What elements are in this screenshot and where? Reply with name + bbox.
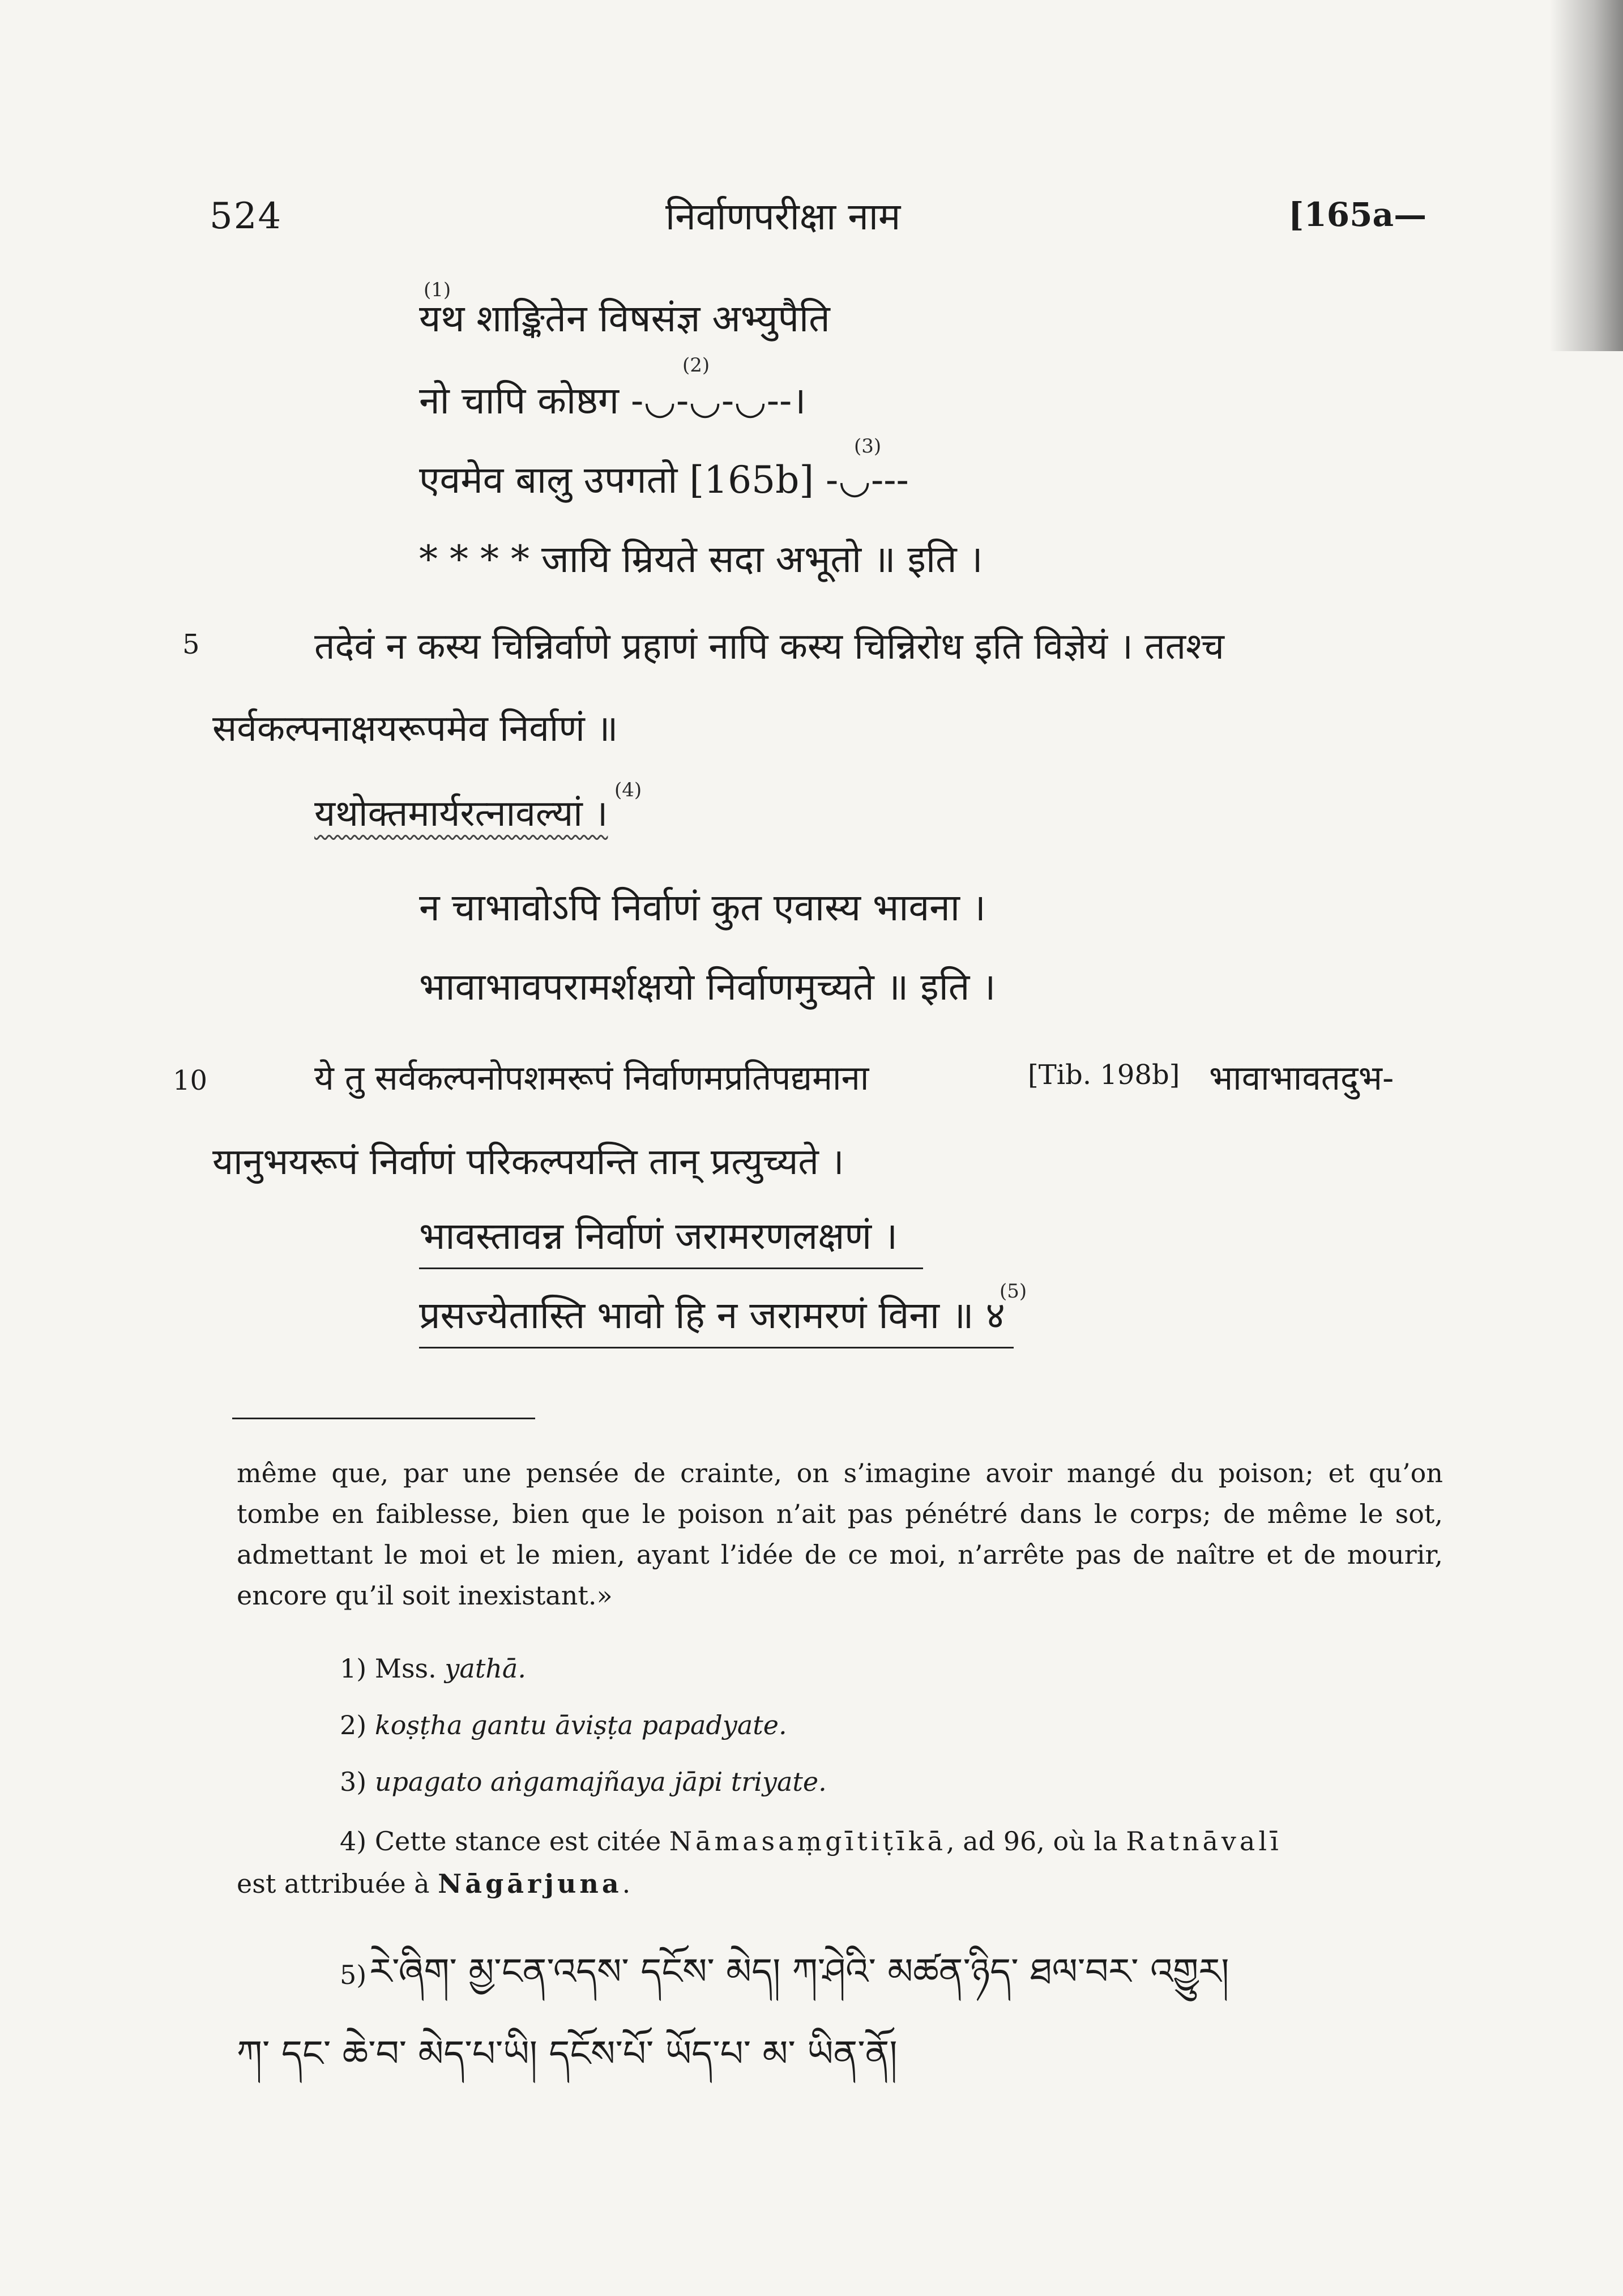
verse3-line1-underline	[419, 1268, 923, 1269]
verse3-line2: प्रसज्येतास्ति भावो हि न जरामरणं विना ॥ ४	[419, 1294, 1005, 1337]
footnote-1	[340, 1648, 526, 1689]
para2-line2: यानुभयरूपं निर्वाणं परिकल्पयन्ति तान् प्रत्युच्यते ।	[212, 1141, 844, 1183]
verse1-line1: यथ शाङ्कितेन विषसंज्ञ अभ्युपैति	[419, 297, 830, 340]
verse1-line2: नो चापि कोष्ठग -◡-◡-◡--।	[419, 379, 806, 423]
para2-line1-part1: ये तु सर्वकल्पनोपशमरूपं निर्वाणमप्रतिपद्यमाना	[314, 1059, 869, 1098]
footnote-continuation: même que, par une pensée de crainte, on s’imagine avoir mangé du poison; et qu’on tombe en faiblesse, bien que le poison n’ait pas pénétré dans le corps; de même le sot, admettant le moi et le mien, ayant l’idée de ce moi, n’arrête pas de naître et de mourir, encore qu’il soit inexistant.»	[237, 1458, 1443, 1611]
footnote-4-text1: Cette stance est citée	[374, 1826, 661, 1857]
verse1-line4: * * * * जायि म्रियते सदा अभूतो ॥ इति ।	[419, 537, 983, 581]
footnote-marker-3: (3)	[854, 435, 882, 458]
quote-intro: यथोक्तमार्यरत्नावल्यां ।	[314, 793, 608, 835]
footnote-2	[340, 1705, 787, 1746]
footnote-4-text2: , ad 96, où la	[946, 1826, 1118, 1857]
tibetan-folio-ref: [Tib. 198b]	[1028, 1059, 1180, 1091]
footnote-4-line2	[237, 1863, 630, 1904]
verse3-line1: भावस्तावन्न निर्वाणं जरामरणलक्षणं ।	[419, 1214, 898, 1258]
verse3-line2-underline	[419, 1347, 1014, 1348]
footnote-4-number: 4)	[340, 1826, 367, 1857]
footnote-marker-5: (5)	[1000, 1280, 1027, 1303]
running-title: निर्वाणपरीक्षा नाम	[665, 195, 901, 238]
line-number-10: 10	[173, 1065, 208, 1096]
verse2-line2: भावाभावपरामर्शक्षयो निर्वाणमुच्यते ॥ इति ।	[419, 965, 996, 1009]
footnote-1-text: yathā.	[445, 1653, 526, 1684]
footnote-separator	[232, 1418, 535, 1419]
folio-reference: [165a—	[1288, 195, 1427, 234]
footnote-marker-4: (4)	[614, 779, 642, 801]
footnote-1-number: 1)	[340, 1653, 367, 1684]
footnote-2-number: 2)	[340, 1710, 367, 1740]
para1-line1: तदेवं न कस्य चिन्निर्वाणे प्रहाणं नापि कस्य चिन्निरोध इति विज्ञेयं । ततश्च	[314, 626, 1224, 668]
footnote-4-work: Nāmasaṃgītiṭīkā	[669, 1826, 947, 1857]
footnote-2-text: koṣṭha gantu āviṣṭa papadyate.	[374, 1710, 787, 1740]
footnote-4-end: .	[622, 1868, 631, 1899]
footnote-5-number: 5)	[340, 1960, 367, 1990]
footnote-3	[340, 1761, 827, 1802]
scan-edge-shadow	[1549, 0, 1623, 351]
footnote-marker-1: (1)	[424, 279, 451, 301]
footnote-4-ratnavali: Ratnāvalī	[1126, 1826, 1282, 1857]
verse1-line3: एवमेव बालु उपगतो [165b] -◡---	[419, 458, 909, 502]
para1-line2: सर्वकल्पनाक्षयरूपमेव निर्वाणं ॥	[212, 708, 618, 750]
line-number-5: 5	[182, 629, 200, 660]
footnote-3-number: 3)	[340, 1766, 367, 1797]
verse2-line1: न चाभावोऽपि निर्वाणं कुत एवास्य भावना ।	[419, 886, 986, 929]
footnote-marker-2: (2)	[682, 354, 710, 377]
page-number: 524	[210, 195, 283, 237]
para2-line1-part2: भावाभावतदुभ-	[1209, 1059, 1394, 1098]
footnote-5-tibetan-2: ཀ་ དང་ ཆེ་བ་ མེད་པ་ཡི། དངོས་པོ་ ཡོད་པ་ མ་ ཡིན་ནོ།	[237, 2033, 898, 2075]
footnote-5-tibetan-1: རེ་ཞིག་ མྱ་ངན་འདས་ དངོས་ མེད། ཀ་ཤེའི་ མཚན་ཉིད་ ཐལ་བར་ འགྱུར།	[369, 1951, 1229, 1993]
footnote-4-line2-text: est attribuée à	[237, 1868, 430, 1899]
footnote-4-line1	[340, 1821, 1282, 1862]
footnote-3-text: upagato aṅgamajñaya jāpi triyate.	[374, 1766, 827, 1797]
footnote-1-label: Mss.	[374, 1653, 437, 1684]
footnote-4-nagarjuna: Nāgārjuna	[438, 1868, 622, 1899]
